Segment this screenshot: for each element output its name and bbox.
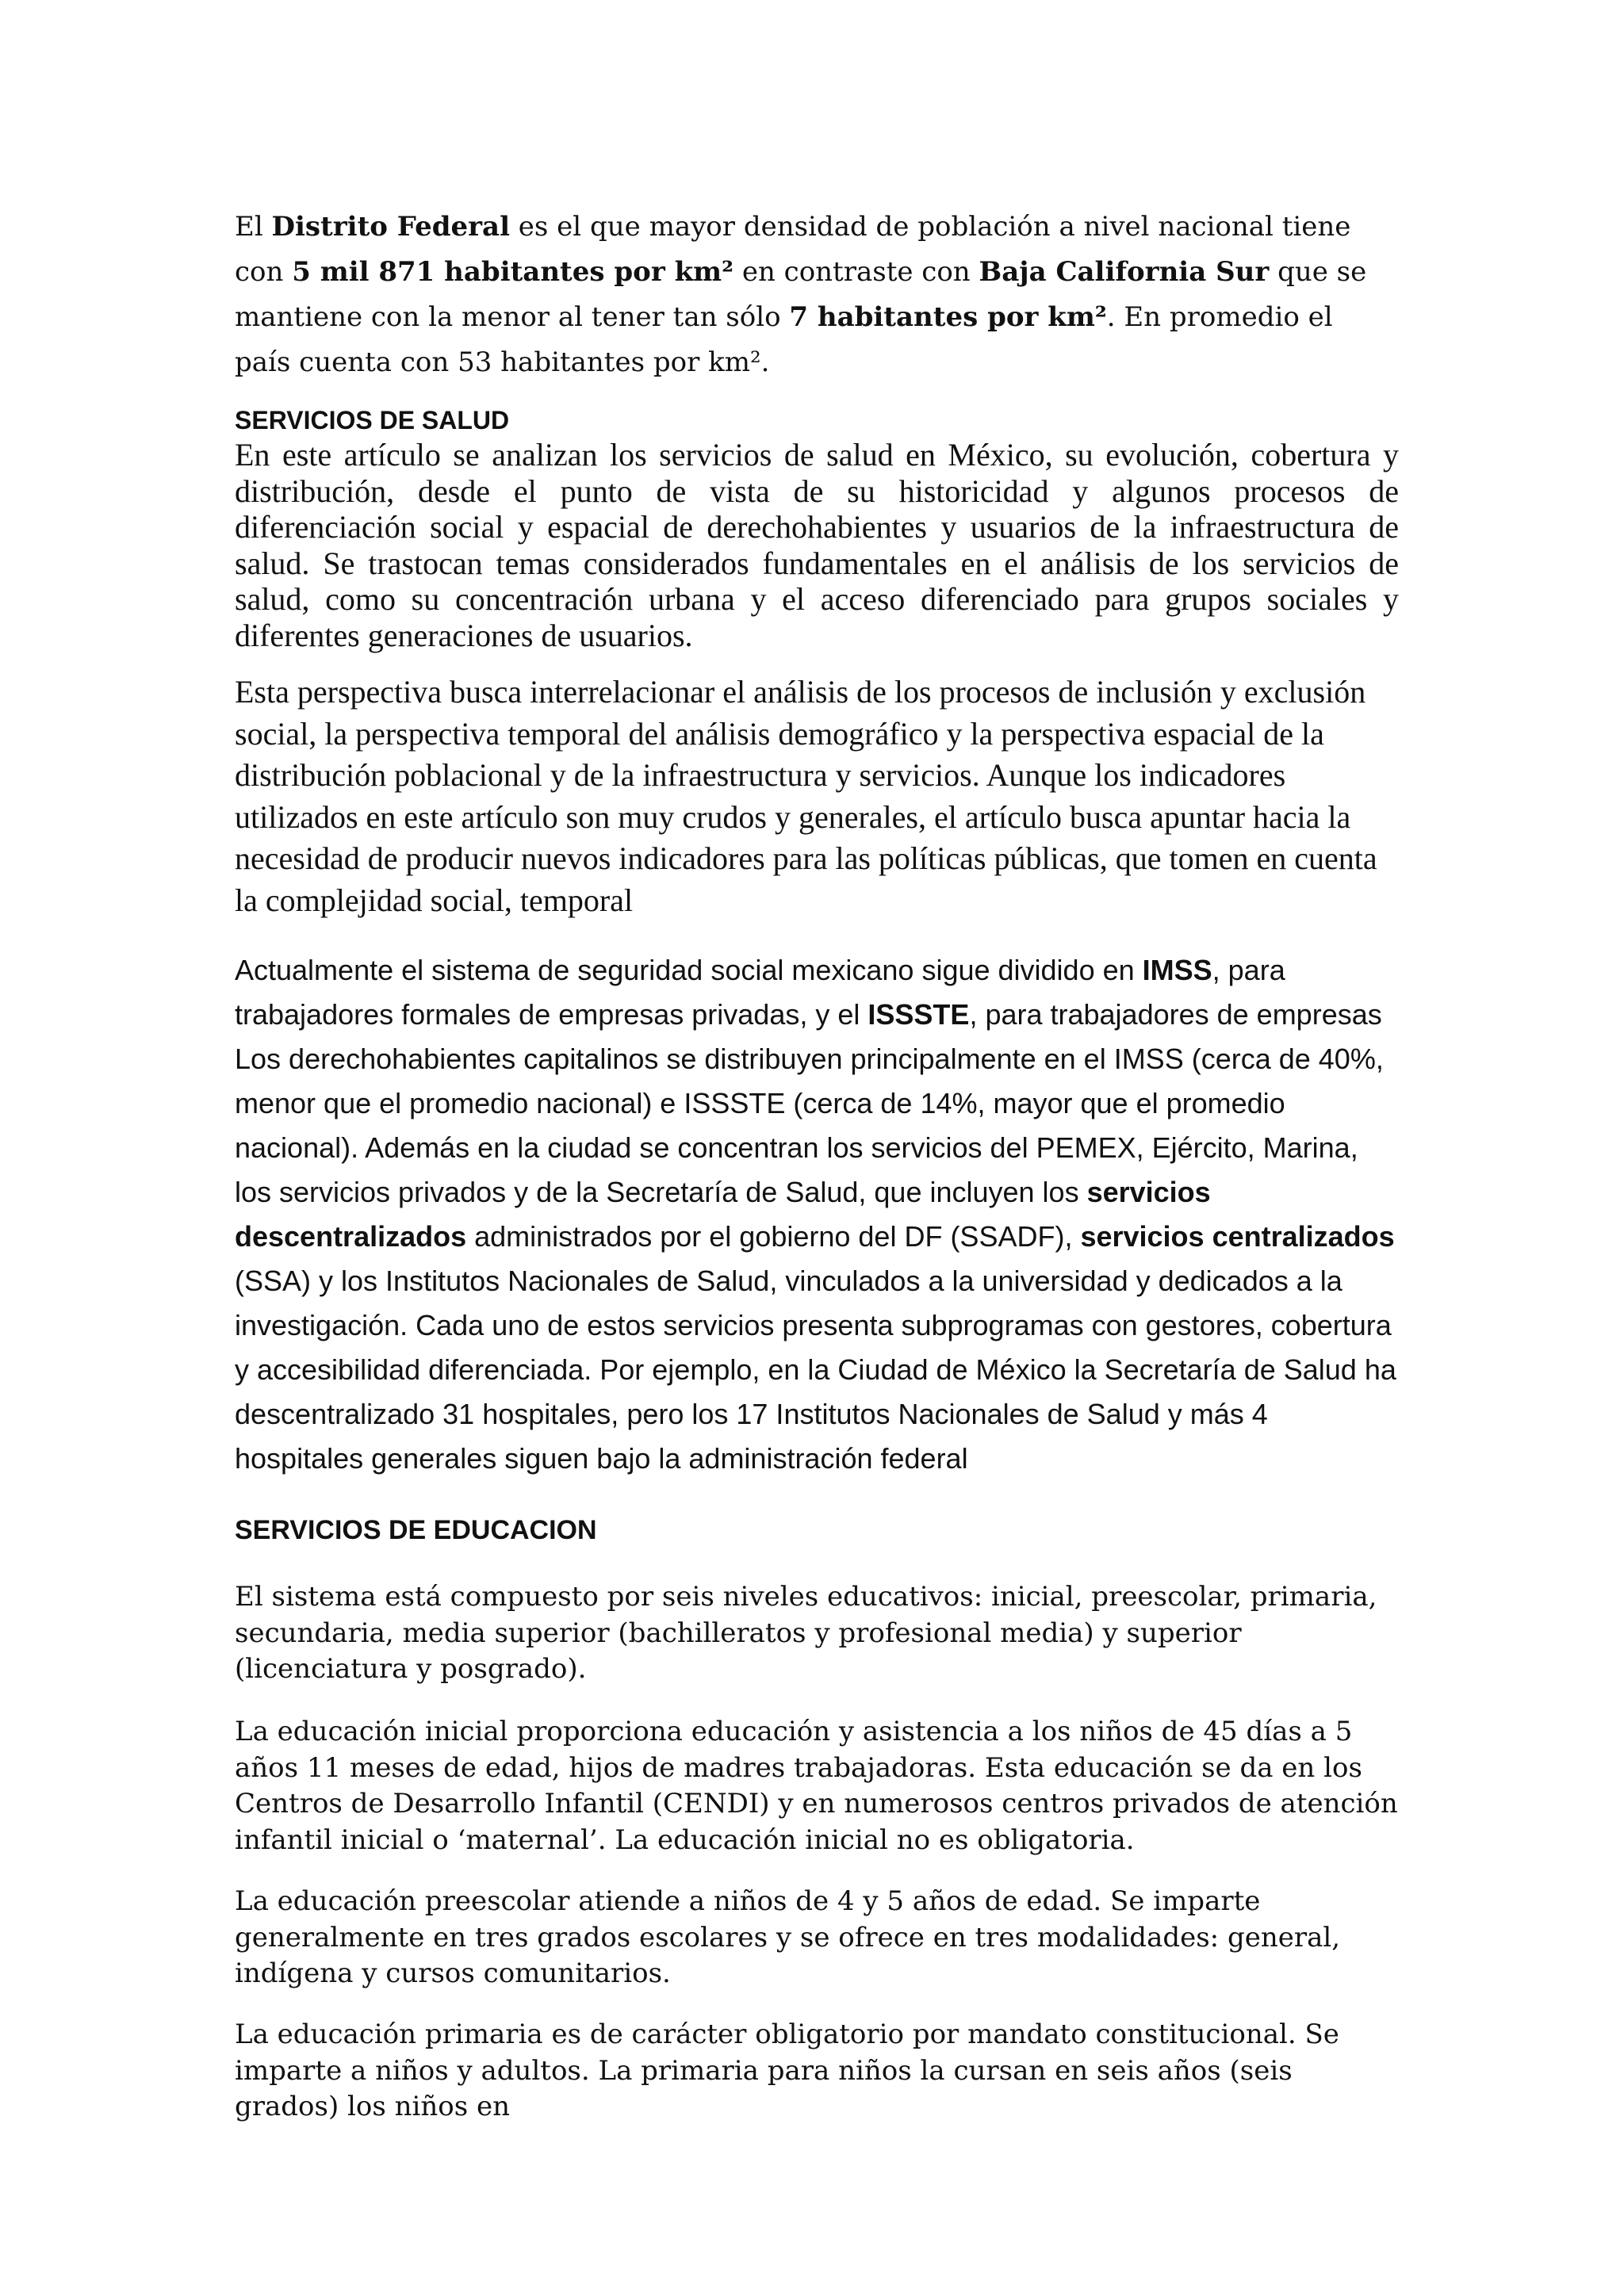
salud-paragraph-3 <box>235 948 1400 1481</box>
educacion-paragraph-1: El sistema está compuesto por seis niveles educativos: inicial, preescolar, primaria, secundaria, media superior (bachilleratos y profesional media) y superior (licenciatura y posgrado). <box>235 1581 1377 1685</box>
salud-bold-imss: IMSS <box>1142 954 1212 986</box>
intro-text: es el que mayor densidad de población a nivel nacional tiene con <box>235 211 1351 288</box>
intro-text: en contraste con <box>733 256 979 288</box>
salud-text: (SSA) y los Institutos Nacionales de Salud, vinculados a la universidad y dedicados a la investigación. Cada uno de estos servicios presenta subprogramas con gestores, cobertura y accesibilidad diferenciada. Por ejemplo, en la Ciudad de México la Secretaría de Salud ha descentralizado 31 hospitales, pero los 17 Institutos Nacionales de Salud y más 4 hospitales generales siguen bajo la administración federal <box>235 1265 1396 1475</box>
salud-bold-issste: ISSSTE <box>868 998 970 1031</box>
salud-text: , para trabajadores formales de empresas privadas, y el <box>235 954 1285 1031</box>
heading-servicios-salud: SERVICIOS DE SALUD <box>235 406 510 434</box>
intro-bold-distrito: Distrito Federal <box>271 211 510 243</box>
salud-text: , para trabajadores de empresas Los derechohabientes capitalinos se distribuyen principalmente en el IMSS (cerca de 40%, menor que el promedio nacional) e ISSSTE (cerca de 14%, mayor que el promedio nacional). Además en la ciudad se concentran los servicios del PEMEX, Ejército, Marina, los servicios privados y de la Secretaría de Salud, que incluyen los <box>235 998 1384 1208</box>
salud-bold-centralizados: servicios centralizados <box>1080 1220 1395 1253</box>
intro-bold-baja: Baja California Sur <box>979 256 1270 288</box>
salud-bold-descentralizados: servicios descentralizados <box>235 1176 1211 1253</box>
salud-text: Actualmente el sistema de seguridad social mexicano sigue dividido en <box>235 954 1143 986</box>
educacion-paragraph-2: La educación inicial proporciona educación y asistencia a los niños de 45 días a 5 años 11 meses de edad, hijos de madres trabajadoras. Esta educación se da en los Centros de Desarrollo Infantil (CENDI) y en numerosos centros privados de atención infantil inicial o ‘maternal’. La educación inicial no es obligatoria. <box>235 1716 1398 1856</box>
intro-bold-density-low: 7 habitantes por km² <box>789 301 1107 333</box>
educacion-paragraph-4: La educación primaria es de carácter obligatorio por mandato constitucional. Se imparte a niños y adultos. La primaria para niños la cursan en seis años (seis grados) los niños en <box>235 2019 1339 2122</box>
salud-text: administrados por el gobierno del DF (SSADF), <box>466 1220 1081 1253</box>
salud-paragraph-2: Esta perspectiva busca interrelacionar el análisis de los procesos de inclusión y exclusión social, la perspectiva temporal del análisis demográfico y la perspectiva espacial de la distribución poblacional y de la infraestructura y servicios. Aunque los indicadores utilizados en este artículo son muy crudos y generales, el artículo busca apuntar hacia la necesidad de producir nuevos indicadores para las políticas públicas, que tomen en cuenta la complejidad social, temporal <box>235 674 1377 918</box>
intro-bold-density-high: 5 mil 871 habitantes por km² <box>292 256 734 288</box>
intro-paragraph <box>235 205 1389 385</box>
heading-servicios-educacion: SERVICIOS DE EDUCACION <box>235 1515 597 1545</box>
salud-paragraph-1: En este artículo se analizan los servicios de salud en México, su evolución, cobertura y distribución, desde el punto de vista de su historicidad y algunos procesos de diferenciación social y espacial de derechohabientes y usuarios de la infraestructura de salud. Se trastocan temas considerados fundamentales en el análisis de los servicios de salud, como su concentración urbana y el acceso diferenciado para grupos sociales y diferentes generaciones de usuarios. <box>235 437 1399 653</box>
educacion-paragraph-3: La educación preescolar atiende a niños de 4 y 5 años de edad. Se imparte generalmente en tres grados escolares y se ofrece en tres modalidades: general, indígena y cursos comunitarios. <box>235 1885 1341 1989</box>
intro-text: . En promedio el país cuenta con 53 habitantes por km². <box>235 301 1333 378</box>
intro-text: El <box>235 211 272 243</box>
intro-text: que se mantiene con la menor al tener tan sólo <box>235 256 1367 333</box>
